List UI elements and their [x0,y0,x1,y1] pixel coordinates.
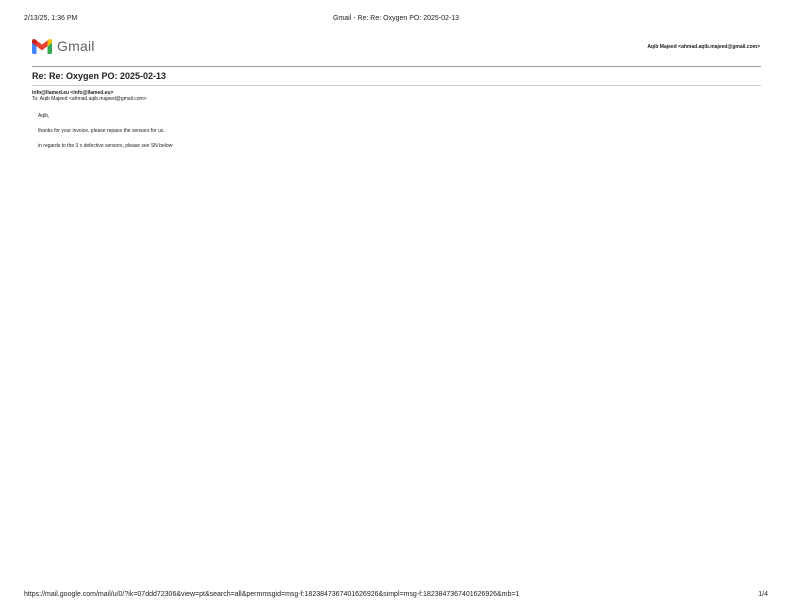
email-body-line: in regards to the 3 x defective sensors, please see SN below: [38,143,174,149]
account-label: Aqib Majeed <ahmad.aqib.majeed@gmail.com> [647,44,760,50]
email-body-line: thanks for your invoice, please repace the sensors for us. [38,128,165,134]
email-recipient: To: Aqib Majeed <ahmad.aqib.majeed@gmail.com> [32,96,147,102]
print-date: 2/13/25, 1:36 PM [24,15,78,22]
print-url: https://mail.google.com/mail/u/0/?ik=07ddd72306&view=pt&search=all&permmsgid=msg-f:1823847367401626926&simpl=msg-f:1823847367401626926&mb=1 [24,591,520,598]
gmail-logo-icon [32,39,52,54]
email-subject: Re: Re: Oxygen PO: 2025-02-13 [32,71,167,81]
print-title: Gmail - Re: Re: Oxygen PO: 2025-02-13 [332,15,460,22]
header-divider [32,66,761,67]
gmail-wordmark: Gmail [57,38,95,54]
subject-divider [32,85,761,86]
email-greeting: Aqib, [38,113,50,119]
print-page-number: 1/4 [758,591,768,598]
email-sender: info@llamed.eu <info@llamed.eu> [32,90,114,96]
gmail-logo [32,38,95,54]
